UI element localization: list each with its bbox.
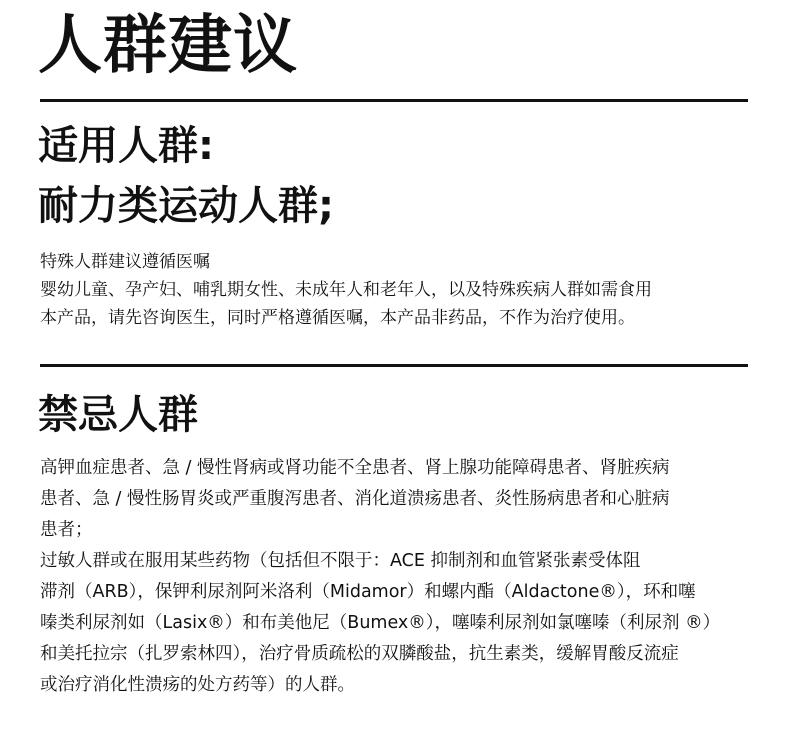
title-divider <box>40 99 748 102</box>
contraindicated-line: 滞剂（ARB），保钾利尿剂阿米洛利（Midamor）和螺内酯（Aldactone®），环和噻 <box>40 582 696 602</box>
special-advice-line: 婴幼儿童、孕产妇、哺乳期女性、未成年人和老年人，以及特殊疾病人群如需食用 <box>40 280 652 300</box>
contraindicated-line: 高钾血症患者、急 / 慢性肾病或肾功能不全患者、肾上腺功能障碍患者、肾脏疾病 <box>40 458 670 478</box>
contraindicated-heading: 禁忌人群 <box>38 392 198 438</box>
contraindicated-line: 患者、急 / 慢性肠胃炎或严重腹泻患者、消化道溃疡患者、炎性肠病患者和心脏病 <box>40 489 670 509</box>
suitable-group-value: 耐力类运动人群; <box>38 183 334 229</box>
section-divider <box>40 364 748 367</box>
suitable-group-heading: 适用人群: <box>38 123 214 169</box>
contraindicated-line: 和美托拉宗（扎罗索林四），治疗骨质疏松的双膦酸盐，抗生素类，缓解胃酸反流症 <box>40 644 679 664</box>
contraindicated-line: 患者； <box>40 520 93 540</box>
contraindicated-line: 过敏人群或在服用某些药物（包括但不限于：ACE 抑制剂和血管紧张素受体阻 <box>40 551 641 571</box>
special-advice-line: 本产品，请先咨询医生，同时严格遵循医嘱，本产品非药品，不作为治疗使用。 <box>40 308 635 328</box>
contraindicated-line: 嗪类利尿剂如（Lasix®）和布美他尼（Bumex®），噻嗪利尿剂如氯噻嗪（利尿剂 ®） <box>40 613 721 633</box>
contraindicated-line: 或治疗消化性溃疡的处方药等）的人群。 <box>40 675 355 695</box>
special-advice-line: 特殊人群建议遵循医嘱 <box>40 252 210 272</box>
page-title: 人群建议 <box>38 9 298 83</box>
